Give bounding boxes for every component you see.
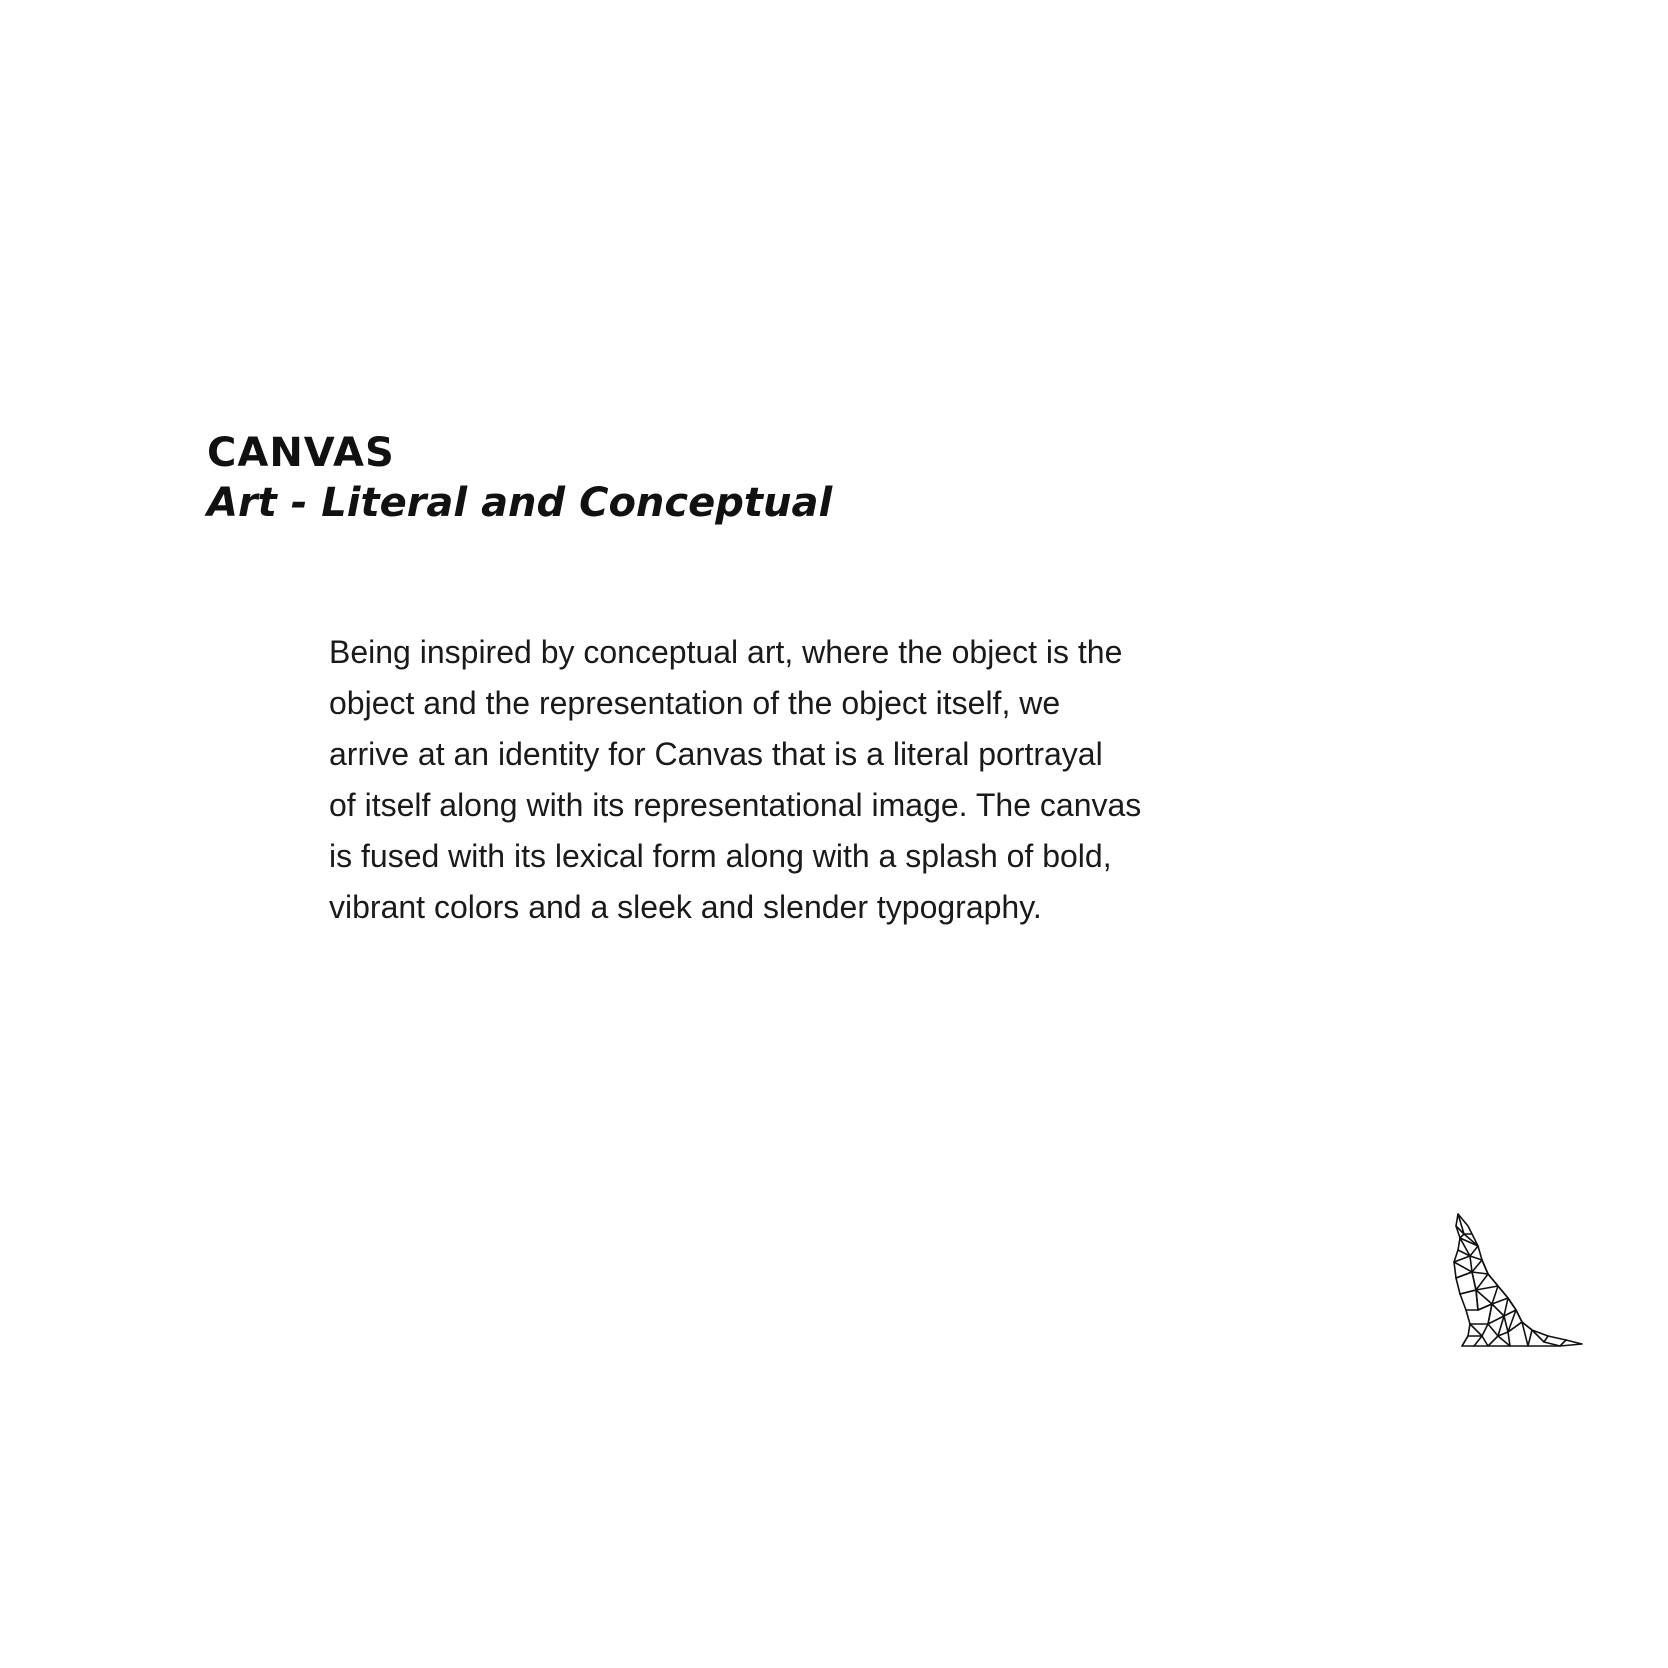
page-subtitle: Art - Literal and Conceptual: [207, 480, 833, 526]
body-line: object and the representation of the object itself, we: [329, 685, 1061, 721]
body-paragraph: [329, 627, 1269, 933]
geometric-wolf-icon: [1448, 1212, 1588, 1354]
page-title: CANVAS: [207, 430, 395, 476]
body-line: Being inspired by conceptual art, where the object is the: [329, 634, 1123, 670]
body-line: vibrant colors and a sleek and slender typography.: [329, 889, 1042, 925]
body-line: arrive at an identity for Canvas that is a literal portrayal: [329, 736, 1103, 772]
body-line: is fused with its lexical form along with a splash of bold,: [329, 838, 1112, 874]
body-line: of itself along with its representational image. The canvas: [329, 787, 1142, 823]
heading-block: [207, 428, 832, 528]
